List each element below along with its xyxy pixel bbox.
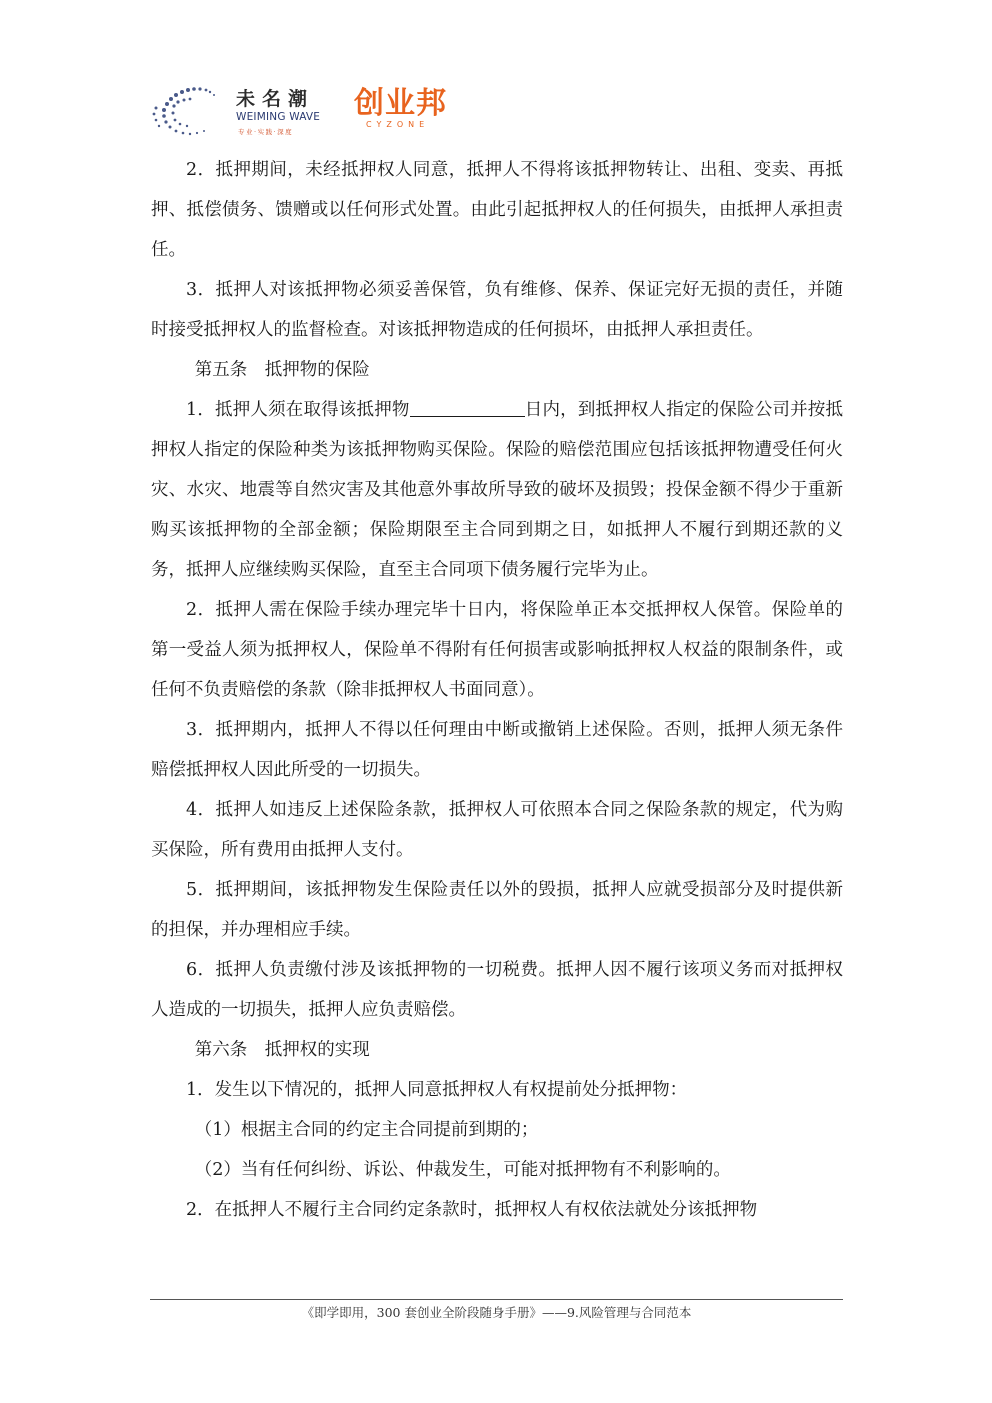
footer-divider [150, 1299, 843, 1300]
page-header [148, 80, 848, 150]
list-item: （2）当有任何纠纷、诉讼、仲裁发生，可能对抵押物有不利影响的。 [194, 1160, 731, 1180]
paragraph: 2．在抵押人不履行主合同约定条款时，抵押权人有权依法就处分该抵押物 [186, 1200, 758, 1220]
section-heading: 第六条 抵押权的实现 [194, 1040, 370, 1060]
logo-cn-name: 未名潮 [236, 88, 315, 110]
weiming-wave-logo-icon [148, 80, 234, 140]
paragraph: 3．抵押人对该抵押物必须妥善保管，负有维修、保养、保证完好无损的责任，并随时接受抵押权人的监督检查。对该抵押物造成的任何损坏，由抵押人承担责任。 [151, 280, 843, 340]
paragraph: 2．抵押人需在保险手续办理完毕十日内，将保险单正本交抵押权人保管。保险单的第一受益人须为抵押权人，保险单不得附有任何损害或影响抵押权人权益的限制条件，或任何不负责赔偿的条款（除非抵押权人书面同意）。 [151, 600, 843, 700]
section-heading: 第五条 抵押物的保险 [194, 360, 370, 380]
paragraph-text: 1．抵押人须在取得该抵押物 [186, 400, 410, 420]
paragraph: 6．抵押人负责缴付涉及该抵押物的一切税费。抵押人因不履行该项义务而对抵押权人造成的一切损失，抵押人应负责赔偿。 [151, 960, 843, 1020]
document-body [151, 150, 843, 1230]
logo-en-name: WEIMING WAVE [236, 111, 321, 123]
paragraph-text: 日内，到抵押权人指定的保险公司并按抵押权人指定的保险种类为该抵押物购买保险。保险的赔偿范围应包括该抵押物遭受任何火灾、水灾、地震等自然灾害及其他意外事故所导致的破坏及损毁；投保金额不得少于重新购买该抵押物的全部金额；保险期限至主合同到期之日，如抵押人不履行到期还款的义务，抵押人应继续购买保险，直至主合同项下债务履行完毕为止。 [151, 400, 843, 580]
page-footer: 《即学即用，300 套创业全阶段随身手册》——9.风险管理与合同范本 [301, 1305, 692, 1320]
cyzone-logo: 创业邦 [354, 86, 447, 121]
paragraph: 1．发生以下情况的，抵押人同意抵押权人有权提前处分抵押物： [186, 1080, 688, 1100]
paragraph: 4．抵押人如违反上述保险条款，抵押权人可依照本合同之保险条款的规定，代为购买保险，所有费用由抵押人支付。 [151, 800, 843, 860]
logo-tagline: 专业·实践·深度 [238, 128, 294, 136]
paragraph [151, 390, 843, 590]
fill-in-blank [410, 396, 525, 417]
paragraph: 3．抵押期内，抵押人不得以任何理由中断或撤销上述保险。否则，抵押人须无条件赔偿抵押权人因此所受的一切损失。 [151, 720, 843, 780]
paragraph: 5．抵押期间，该抵押物发生保险责任以外的毁损，抵押人应就受损部分及时提供新的担保，并办理相应手续。 [151, 880, 843, 940]
list-item: （1）根据主合同的约定主合同提前到期的； [194, 1120, 539, 1140]
paragraph: 2．抵押期间，未经抵押权人同意，抵押人不得将该抵押物转让、出租、变卖、再抵押、抵偿债务、馈赠或以任何形式处置。由此引起抵押权人的任何损失，由抵押人承担责任。 [151, 160, 843, 260]
cyzone-logo-sub: CYZONE [366, 120, 430, 129]
